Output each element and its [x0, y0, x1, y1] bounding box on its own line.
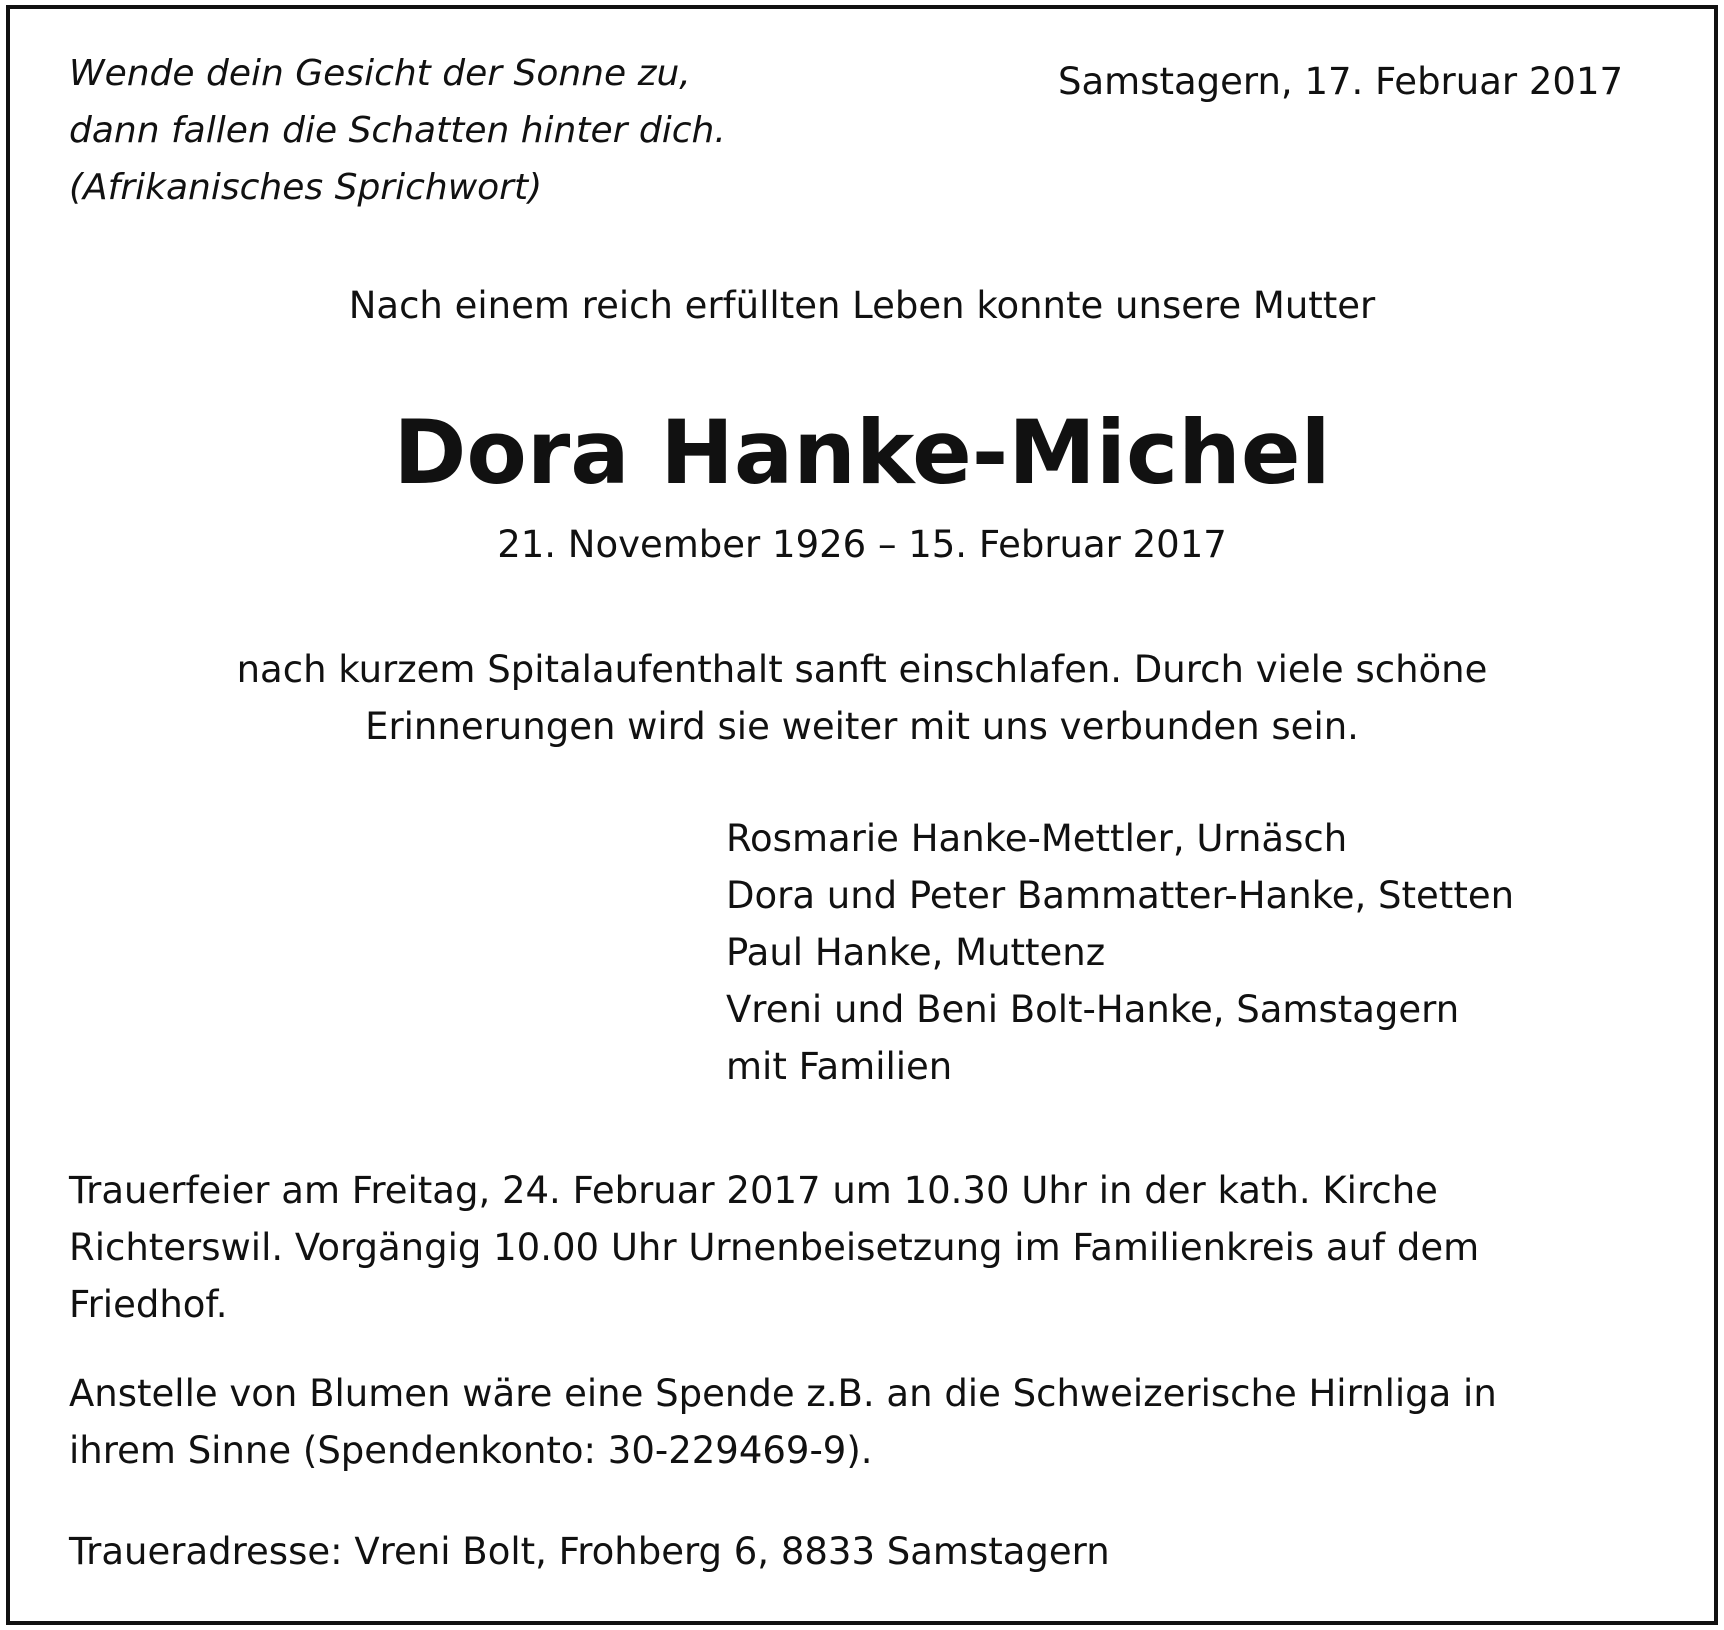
lifespan: 21. November 1926 – 15. Februar 2017	[497, 523, 1227, 566]
mourner-entry: mit Familien	[726, 1045, 953, 1088]
mourning-address: Traueradresse: Vreni Bolt, Frohberg 6, 8833 Samstagern	[69, 1530, 1110, 1573]
motto-source: (Afrikanisches Sprichwort)	[69, 167, 543, 208]
mourner-entry: Rosmarie Hanke-Mettler, Urnäsch	[726, 817, 1348, 860]
mourner-entry: Vreni und Beni Bolt-Hanke, Samstagern	[726, 988, 1460, 1031]
place-date: Samstagern, 17. Februar 2017	[1058, 60, 1624, 103]
message-line: nach kurzem Spitalaufenthalt sanft einschlafen. Durch viele schöne	[236, 648, 1488, 691]
message-text	[0, 641, 1724, 755]
service-line: Richterswil. Vorgängig 10.00 Uhr Urnenbeisetzung im Familienkreis auf dem	[69, 1226, 1480, 1269]
intro-text: Nach einem reich erfüllten Leben konnte unsere Mutter	[348, 284, 1376, 327]
service-info	[69, 1162, 1479, 1333]
mourner-entry: Dora und Peter Bammatter-Hanke, Stetten	[726, 874, 1515, 917]
service-line: Trauerfeier am Freitag, 24. Februar 2017 um 10.30 Uhr in der kath. Kirche	[69, 1169, 1438, 1212]
deceased-name: Dora Hanke-Michel	[393, 401, 1331, 504]
motto-line: dann fallen die Schatten hinter dich.	[69, 110, 726, 151]
donation-line: ihrem Sinne (Spendenkonto: 30-229469-9).	[69, 1429, 873, 1472]
motto-quote	[69, 45, 726, 216]
mourners-list	[726, 810, 1514, 1095]
message-line: Erinnerungen wird sie weiter mit uns verbunden sein.	[365, 705, 1359, 748]
mourner-entry: Paul Hanke, Muttenz	[726, 931, 1106, 974]
service-line: Friedhof.	[69, 1283, 228, 1326]
donation-line: Anstelle von Blumen wäre eine Spende z.B. an die Schweizerische Hirnliga in	[69, 1372, 1497, 1415]
motto-line: Wende dein Gesicht der Sonne zu,	[69, 53, 691, 94]
donation-info	[69, 1365, 1497, 1479]
